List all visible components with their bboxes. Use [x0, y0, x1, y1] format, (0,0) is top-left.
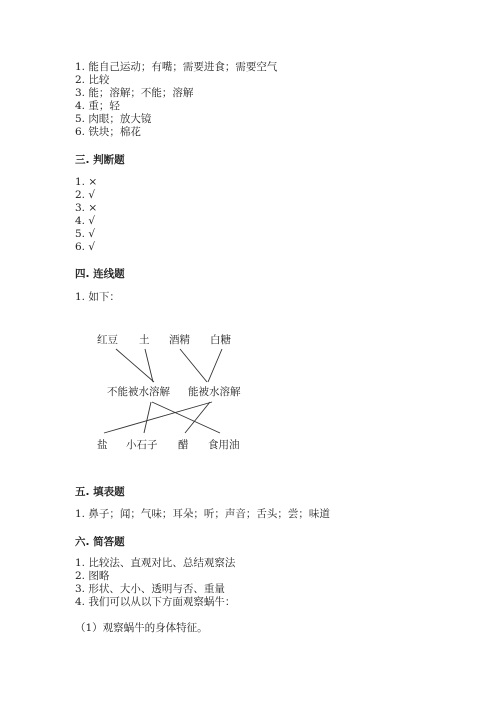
bottom-item-xiaoshizi: 小石子 [126, 439, 158, 451]
list-item: 6. 铁块；棉花 [75, 126, 141, 138]
list-item: 2. 图略 [75, 570, 110, 582]
section-heading: 四. 连线题 [75, 268, 125, 280]
list-item: 1. × [75, 176, 98, 188]
list-item: 4. 我们可以从以下方面观察蜗牛： [75, 596, 236, 608]
top-item-jiujing: 酒精 [169, 334, 190, 346]
bottom-item-yan: 盐 [97, 439, 108, 451]
connector-line [104, 402, 212, 433]
list-item: 4. √ [75, 215, 96, 227]
list-item: 1. 鼻子；闻；气味；耳朵；听；声音；舌头；尝；味道 [75, 508, 330, 520]
bottom-item-cu: 醋 [178, 439, 189, 451]
list-item: 5. 肉眼；放大镜 [75, 113, 152, 125]
list-item: 3. 形状、大小、透明与否、重量 [75, 583, 225, 595]
list-item: 3. 能；溶解；不能；溶解 [75, 87, 194, 99]
connector-line [144, 402, 151, 433]
list-item: 2. 比较 [75, 74, 110, 86]
list-item: 6. √ [75, 241, 96, 253]
list-item: 1. 如下： [75, 291, 120, 303]
section-heading: 三. 判断题 [75, 154, 125, 166]
top-item-hongdou: 红豆 [97, 334, 118, 346]
list-item: 1. 比较法、直观对比、总结观察法 [75, 557, 236, 569]
connector-line [145, 349, 153, 382]
connector-line [116, 349, 154, 382]
top-item-tu: 土 [139, 334, 150, 346]
connector-line [185, 402, 210, 433]
list-item: 5. √ [75, 228, 96, 240]
middle-item-insoluble: 不能被水溶解 [107, 386, 170, 398]
top-item-baitang: 白糖 [210, 334, 231, 346]
section-heading: 五. 填表题 [75, 486, 125, 498]
sub-list-item: （1）观察蜗牛的身体特征。 [75, 622, 208, 634]
middle-item-soluble: 能被水溶解 [188, 386, 241, 398]
list-item: 2. √ [75, 189, 96, 201]
list-item: 3. × [75, 202, 98, 214]
connector-line [180, 349, 207, 382]
connector-line [152, 402, 220, 433]
list-item: 1. 能自己运动；有嘴；需要进食；需要空气 [75, 61, 278, 73]
section-heading: 六. 简答题 [75, 536, 125, 548]
list-item: 4. 重；轻 [75, 100, 120, 112]
bottom-item-shiyongyou: 食用油 [208, 439, 240, 451]
connector-line [208, 349, 222, 382]
